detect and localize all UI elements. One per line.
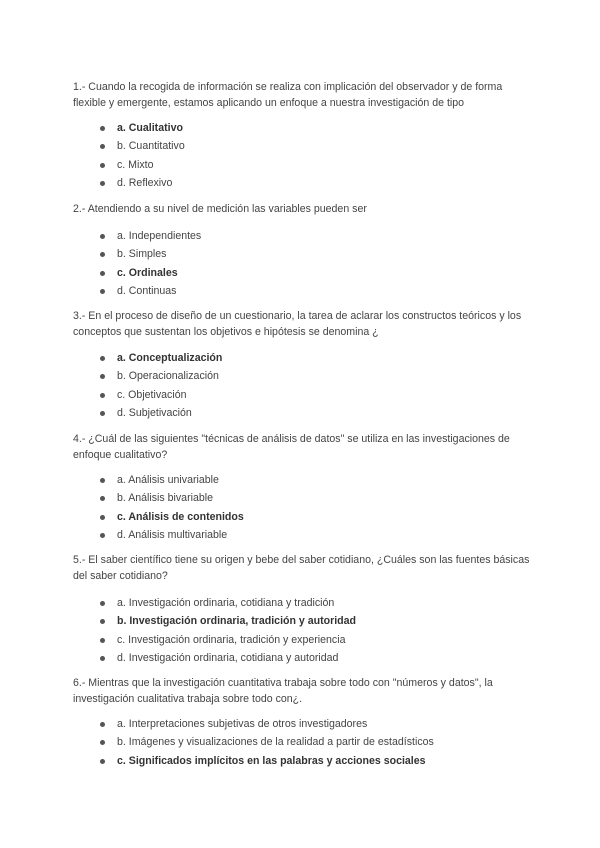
bullet-icon xyxy=(100,515,105,520)
bullet-icon xyxy=(100,722,105,727)
bullet-icon xyxy=(100,163,105,168)
bullet-icon xyxy=(100,374,105,379)
question-1-options xyxy=(0,119,185,193)
option-5d: d. Investigación ordinaria, cotidiana y autoridad xyxy=(0,649,356,667)
question-5-options xyxy=(0,594,356,668)
bullet-icon xyxy=(100,144,105,149)
bullet-icon xyxy=(100,411,105,416)
option-4d: d. Análisis multivariable xyxy=(0,526,244,544)
question-6-options xyxy=(0,715,434,770)
question-3-options xyxy=(0,349,222,423)
option-6a: a. Interpretaciones subjetivas de otros investigadores xyxy=(0,715,434,733)
question-4-options xyxy=(0,471,244,545)
bullet-icon xyxy=(100,759,105,764)
question-1-text: 1.- Cuando la recogida de información se realiza con implicación del observador y de forma flexible y emergente, estamos aplicando un enfoque a nuestra investigación de tipo xyxy=(73,81,503,109)
option-1b: b. Cuantitativo xyxy=(0,137,185,155)
question-4-text: 4.- ¿Cuál de las siguientes "técnicas de análisis de datos" se utiliza en las investigaciones de enfoque cualitativo? xyxy=(73,433,510,461)
option-6c: c. Significados implícitos en las palabras y acciones sociales xyxy=(0,752,434,770)
bullet-icon xyxy=(100,356,105,361)
option-3b: b. Operacionalización xyxy=(0,367,222,385)
bullet-icon xyxy=(100,271,105,276)
question-2-options xyxy=(0,227,201,301)
option-5a: a. Investigación ordinaria, cotidiana y tradición xyxy=(0,594,356,612)
bullet-icon xyxy=(100,740,105,745)
option-5b: b. Investigación ordinaria, tradición y autoridad xyxy=(0,612,356,630)
bullet-icon xyxy=(100,181,105,186)
option-1a: a. Cualitativo xyxy=(0,119,185,137)
option-4a: a. Análisis univariable xyxy=(0,471,244,489)
option-5c: c. Investigación ordinaria, tradición y experiencia xyxy=(0,631,356,649)
bullet-icon xyxy=(100,289,105,294)
bullet-icon xyxy=(100,656,105,661)
option-4b: b. Análisis bivariable xyxy=(0,489,244,507)
bullet-icon xyxy=(100,496,105,501)
option-1d: d. Reflexivo xyxy=(0,174,185,192)
question-3-text: 3.- En el proceso de diseño de un cuestionario, la tarea de aclarar los constructos teóricos y los conceptos que sustentan los objetivos e hipótesis se denomina ¿ xyxy=(73,310,522,338)
option-2c: c. Ordinales xyxy=(0,264,201,282)
bullet-icon xyxy=(100,533,105,538)
question-2-text: 2.- Atendiendo a su nivel de medición las variables pueden ser xyxy=(73,203,367,215)
option-4c: c. Análisis de contenidos xyxy=(0,508,244,526)
bullet-icon xyxy=(100,252,105,257)
option-3d: d. Subjetivación xyxy=(0,404,222,422)
question-6-text: 6.- Mientras que la investigación cuantitativa trabaja sobre todo con "números y datos", la investigación cualitativa trabaja sobre todo con¿. xyxy=(73,677,493,705)
option-2a: a. Independientes xyxy=(0,227,201,245)
question-5-text: 5.- El saber científico tiene su origen y bebe del saber cotidiano, ¿Cuáles son las fuentes básicas del saber cotidiano? xyxy=(73,554,530,582)
bullet-icon xyxy=(100,478,105,483)
option-3a: a. Conceptualización xyxy=(0,349,222,367)
bullet-icon xyxy=(100,393,105,398)
option-1c: c. Mixto xyxy=(0,156,185,174)
bullet-icon xyxy=(100,619,105,624)
option-3c: c. Objetivación xyxy=(0,386,222,404)
bullet-icon xyxy=(100,638,105,643)
bullet-icon xyxy=(100,601,105,606)
bullet-icon xyxy=(100,234,105,239)
option-2d: d. Continuas xyxy=(0,282,201,300)
option-6b: b. Imágenes y visualizaciones de la realidad a partir de estadísticos xyxy=(0,733,434,751)
bullet-icon xyxy=(100,126,105,131)
option-2b: b. Simples xyxy=(0,245,201,263)
